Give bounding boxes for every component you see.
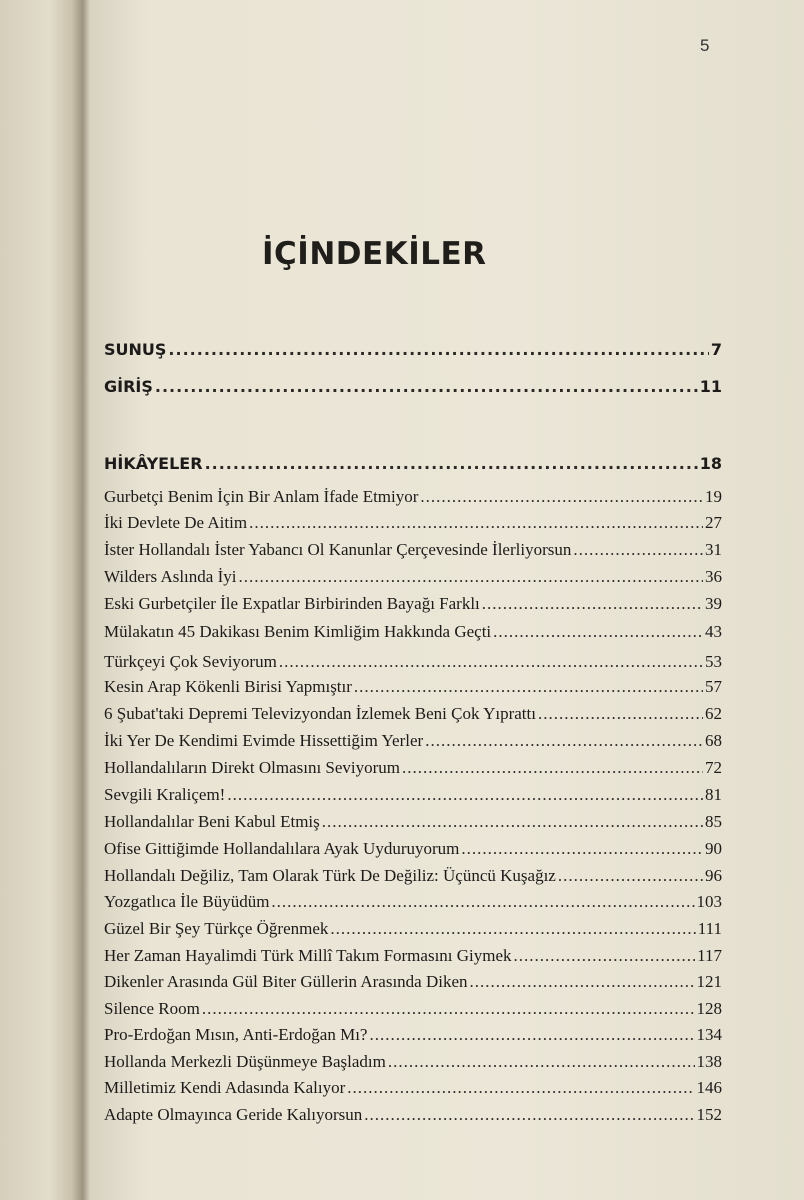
dot-leader — [514, 946, 696, 966]
dot-leader — [322, 812, 703, 832]
toc-entry-title: Milletimiz Kendi Adasında Kalıyor — [104, 1078, 346, 1097]
toc-section-giris[interactable] — [104, 377, 722, 396]
toc-section-title: HİKÂYELER — [104, 454, 203, 473]
toc-entry-page: 96 — [705, 866, 722, 885]
dot-leader — [202, 999, 695, 1019]
page-number: 5 — [700, 36, 710, 55]
toc-entry-title: Kesin Arap Kökenli Birisi Yapmıştır — [104, 677, 352, 696]
toc-entry[interactable] — [104, 677, 722, 697]
toc-entry-title: Hollandalı Değiliz, Tam Olarak Türk De Değiliz: Üçüncü Kuşağız — [104, 866, 556, 885]
dot-leader — [538, 704, 703, 724]
toc-entry-page: 85 — [705, 812, 722, 831]
dot-leader — [470, 972, 695, 992]
dot-leader — [425, 731, 703, 751]
toc-entry[interactable] — [104, 652, 722, 672]
toc-entry-title: Wilders Aslında İyi — [104, 567, 237, 586]
toc-entry-title: Mülakatın 45 Dakikası Benim Kimliğim Hakkında Geçti — [104, 622, 492, 641]
dot-leader — [482, 594, 703, 614]
toc-entry-page: 72 — [705, 758, 722, 777]
toc-entry-page: 27 — [705, 513, 722, 532]
toc-entry-title: Eski Gurbetçiler İle Expatlar Birbirinden Bayağı Farklı — [104, 594, 480, 613]
dot-leader — [493, 622, 703, 642]
toc-entry-page: 121 — [696, 972, 722, 991]
toc-entry-title: İster Hollandalı İster Yabancı Ol Kanunlar Çerçevesinde İlerliyorsun — [104, 540, 572, 559]
toc-entry[interactable] — [104, 1105, 722, 1125]
dot-leader — [420, 487, 703, 507]
toc-entry[interactable] — [104, 567, 722, 587]
toc-section-page: 7 — [710, 340, 722, 359]
toc-entry-page: 53 — [705, 652, 722, 671]
toc-entry[interactable] — [104, 540, 722, 560]
toc-entry-title: Dikenler Arasında Gül Biter Güllerin Arasında Diken — [104, 972, 468, 991]
toc-section-page: 11 — [699, 377, 722, 396]
toc-entry-page: 43 — [705, 622, 722, 641]
toc-entry-title: Güzel Bir Şey Türkçe Öğrenmek — [104, 919, 329, 938]
toc-entry-title: İki Devlete De Aitim — [104, 513, 248, 532]
toc-entry-page: 19 — [705, 487, 722, 506]
toc-section-sunus[interactable] — [104, 340, 722, 359]
toc-entry[interactable] — [104, 999, 722, 1019]
toc-entry-title: 6 Şubat'taki Depremi Televizyondan İzlemek Beni Çok Yıprattı — [104, 704, 536, 723]
toc-entry[interactable] — [104, 1025, 722, 1045]
toc-entry-page: 90 — [705, 839, 722, 858]
toc-entry-page: 128 — [696, 999, 722, 1018]
toc-entry[interactable] — [104, 946, 722, 966]
dot-leader — [271, 892, 694, 912]
toc-entry-page: 36 — [705, 567, 722, 586]
toc-entry-title: Ofise Gittiğimde Hollandalılara Ayak Uyduruyorum — [104, 839, 460, 858]
toc-section-page: 18 — [699, 454, 722, 473]
dot-leader — [354, 677, 703, 697]
dot-leader — [249, 513, 703, 533]
dot-leader — [205, 454, 698, 473]
toc-entry-page: 62 — [705, 704, 722, 723]
toc-section-hikayeler[interactable] — [104, 454, 722, 473]
toc-entry[interactable] — [104, 622, 722, 642]
toc-entry[interactable] — [104, 513, 722, 533]
toc-entry[interactable] — [104, 892, 722, 912]
toc-entry[interactable] — [104, 812, 722, 832]
toc-entry[interactable] — [104, 919, 722, 939]
toc-entry-title: Silence Room — [104, 999, 200, 1018]
dot-leader — [558, 866, 703, 886]
toc-entry[interactable] — [104, 972, 722, 992]
toc-entry[interactable] — [104, 758, 722, 778]
toc-entry-title: Adapte Olmayınca Geride Kalıyorsun — [104, 1105, 363, 1124]
toc-entry-page: 31 — [705, 540, 722, 559]
toc-entry[interactable] — [104, 839, 722, 859]
toc-entry-page: 146 — [696, 1078, 722, 1097]
page-title: İÇİNDEKİLER — [262, 236, 487, 272]
dot-leader — [573, 540, 703, 560]
toc-entry[interactable] — [104, 1078, 722, 1098]
toc-entry-page: 39 — [705, 594, 722, 613]
dot-leader — [330, 919, 695, 939]
dot-leader — [238, 567, 703, 587]
toc-entry[interactable] — [104, 785, 722, 805]
dot-leader — [227, 785, 703, 805]
dot-leader — [369, 1025, 694, 1045]
toc-entry[interactable] — [104, 704, 722, 724]
dot-leader — [168, 340, 708, 359]
toc-entry-title: Sevgili Kraliçem! — [104, 785, 226, 804]
toc-entry-title: Hollandalılar Beni Kabul Etmiş — [104, 812, 320, 831]
toc-entry-page: 57 — [705, 677, 722, 696]
toc-entry-title: Yozgatlıca İle Büyüdüm — [104, 892, 270, 911]
toc-section-title: SUNUŞ — [104, 340, 167, 359]
toc-entry[interactable] — [104, 594, 722, 614]
toc-entry-title: İki Yer De Kendimi Evimde Hissettiğim Yerler — [104, 731, 424, 750]
toc-entry-page: 111 — [697, 919, 722, 938]
book-gutter — [0, 0, 90, 1200]
dot-leader — [402, 758, 703, 778]
dot-leader — [461, 839, 703, 859]
toc-entry-title: Her Zaman Hayalimdi Türk Millî Takım Formasını Giymek — [104, 946, 512, 965]
toc-entry-page: 68 — [705, 731, 722, 750]
dot-leader — [347, 1078, 694, 1098]
toc-entry-page: 81 — [705, 785, 722, 804]
toc-entry-title: Pro-Erdoğan Mısın, Anti-Erdoğan Mı? — [104, 1025, 368, 1044]
dot-leader — [155, 377, 698, 396]
toc-entry-title: Gurbetçi Benim İçin Bir Anlam İfade Etmiyor — [104, 487, 419, 506]
toc-entry-title: Hollanda Merkezli Düşünmeye Başladım — [104, 1052, 386, 1071]
toc-entry[interactable] — [104, 866, 722, 886]
toc-entry-page: 138 — [696, 1052, 722, 1071]
toc-entry-title: Türkçeyi Çok Seviyorum — [104, 652, 277, 671]
dot-leader — [279, 652, 703, 672]
dot-leader — [364, 1105, 694, 1125]
toc-section-title: GİRİŞ — [104, 377, 153, 396]
toc-entry[interactable] — [104, 487, 722, 507]
toc-entry-page: 152 — [696, 1105, 722, 1124]
dot-leader — [388, 1052, 695, 1072]
toc-entry-page: 134 — [696, 1025, 722, 1044]
toc-entry-title: Hollandalıların Direkt Olmasını Seviyorum — [104, 758, 401, 777]
toc-entry[interactable] — [104, 731, 722, 751]
toc-entry[interactable] — [104, 1052, 722, 1072]
toc-entry-page: 103 — [696, 892, 722, 911]
toc-entry-page: 117 — [697, 946, 722, 965]
